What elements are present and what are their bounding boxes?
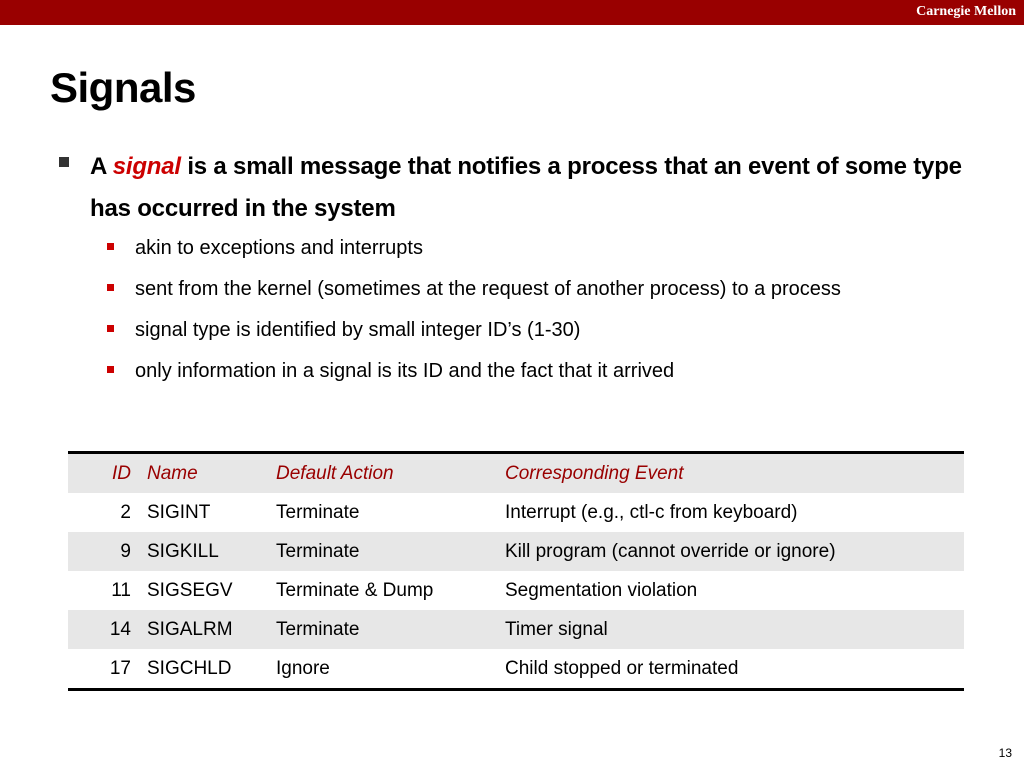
cell-name: SIGKILL [139, 532, 268, 571]
table-row [68, 649, 964, 690]
header-default-action: Default Action [268, 453, 497, 494]
brand-logo-text: Carnegie Mellon [916, 4, 1016, 19]
header-corresponding-event: Corresponding Event [497, 453, 964, 494]
sub-bullet-text: akin to exceptions and interrupts [135, 237, 423, 259]
cell-default-action: Terminate [268, 610, 497, 649]
sub-bullet-1 [135, 231, 990, 265]
main-bullet-text [90, 146, 990, 230]
cell-event: Interrupt (e.g., ctl-c from keyboard) [505, 501, 798, 523]
table-header-row [68, 453, 964, 494]
cell-id: 2 [120, 501, 131, 523]
header-id: ID [68, 453, 139, 494]
main-bullet-rest: is a small message that notifies a process that an event of some type has occurred in the system [90, 153, 962, 222]
table-row [68, 493, 964, 532]
cell-default-action: Ignore [276, 657, 330, 679]
cell-name: SIGSEGV [147, 579, 233, 601]
header-banner [0, 0, 1024, 25]
cell-id: 9 [68, 532, 139, 571]
cell-id: 11 [111, 579, 131, 601]
bullet-list [50, 146, 990, 395]
cell-event: Timer signal [497, 610, 964, 649]
header-name: Name [139, 453, 268, 494]
square-bullet-icon [107, 243, 114, 250]
square-bullet-icon [107, 325, 114, 332]
signals-table [68, 451, 964, 691]
page-number: 13 [998, 746, 1012, 760]
sub-bullet-2 [135, 272, 990, 306]
square-bullet-icon [107, 284, 114, 291]
sub-bullet-text: only information in a signal is its ID and the fact that it arrived [135, 360, 675, 382]
table-row [68, 532, 964, 571]
cell-name: SIGINT [147, 501, 211, 523]
cell-default-action: Terminate & Dump [276, 579, 434, 601]
cell-event: Kill program (cannot override or ignore) [497, 532, 964, 571]
table-row [68, 610, 964, 649]
sub-bullet-3 [135, 313, 990, 347]
sub-bullet-4 [135, 354, 990, 388]
square-bullet-icon [107, 366, 114, 373]
cell-id: 14 [68, 610, 139, 649]
sub-bullet-text: sent from the kernel (sometimes at the request of another process) to a process [135, 278, 841, 300]
cell-event: Segmentation violation [505, 579, 698, 601]
main-bullet-accent-word: signal [112, 153, 181, 180]
cell-event: Child stopped or terminated [505, 657, 739, 679]
cell-default-action: Terminate [268, 532, 497, 571]
table-row [68, 571, 964, 610]
cell-name: SIGCHLD [147, 657, 232, 679]
sub-bullet-text: signal type is identified by small integer ID’s (1-30) [135, 319, 581, 341]
sub-bullet-list [50, 231, 990, 388]
cell-name: SIGALRM [139, 610, 268, 649]
main-bullet [50, 146, 990, 230]
slide-title: Signals [50, 64, 196, 111]
main-bullet-prefix: A [90, 153, 113, 180]
square-bullet-icon [59, 157, 69, 167]
cell-id: 17 [109, 657, 131, 679]
cell-default-action: Terminate [276, 501, 360, 523]
